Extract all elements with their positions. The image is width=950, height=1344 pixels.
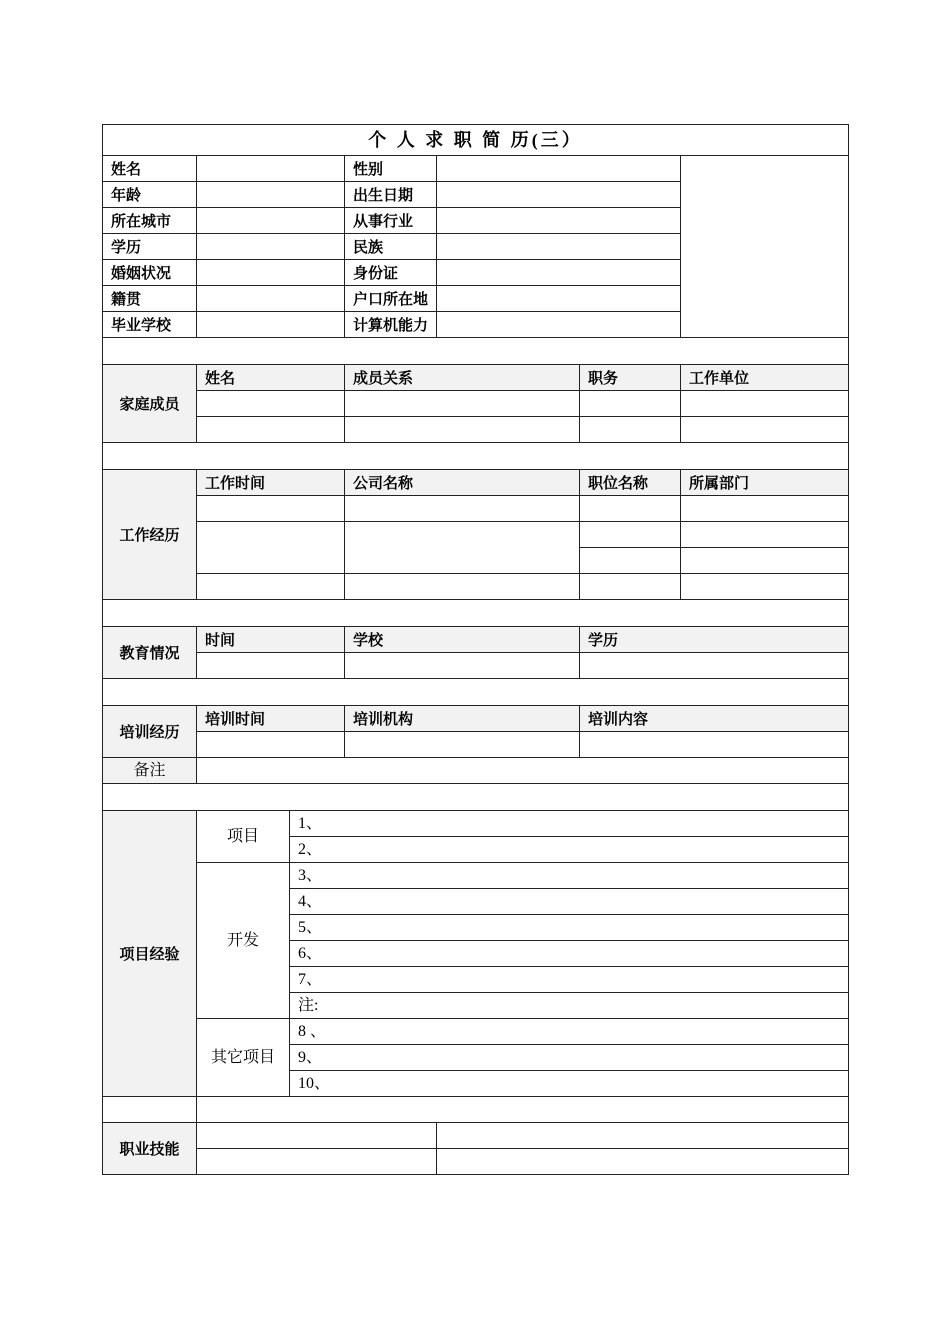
remark-field[interactable] [197, 758, 849, 784]
label-computer-skill: 计算机能力 [345, 312, 437, 338]
table-row [103, 417, 849, 443]
field-gender[interactable] [437, 156, 681, 182]
resume-table [102, 124, 849, 1175]
edu-cell[interactable] [197, 653, 345, 679]
field-industry[interactable] [437, 208, 681, 234]
field-birthdate[interactable] [437, 182, 681, 208]
page-title: 个 人 求 职 简 历(三） [103, 125, 849, 156]
project-item[interactable]: 7、 [290, 967, 849, 993]
family-cell[interactable] [345, 391, 580, 417]
label-age: 年龄 [103, 182, 197, 208]
label-id-card: 身份证 [345, 260, 437, 286]
label-degree: 学历 [103, 234, 197, 260]
work-cell[interactable] [345, 574, 580, 600]
section-skills: 职业技能 [103, 1123, 197, 1175]
family-header-employer: 工作单位 [681, 365, 849, 391]
spacer-row [103, 784, 849, 811]
spacer-row [103, 600, 849, 627]
field-native-place[interactable] [197, 286, 345, 312]
work-cell[interactable] [681, 548, 849, 574]
project-item[interactable]: 5、 [290, 915, 849, 941]
table-row [103, 496, 849, 522]
work-cell[interactable] [580, 548, 681, 574]
family-cell[interactable] [580, 391, 681, 417]
spacer-row [103, 338, 849, 365]
project-group-dev: 开发 [197, 863, 290, 1019]
family-cell[interactable] [681, 417, 849, 443]
work-cell[interactable] [681, 496, 849, 522]
project-item[interactable]: 4、 [290, 889, 849, 915]
family-cell[interactable] [580, 417, 681, 443]
work-cell[interactable] [681, 574, 849, 600]
label-gender: 性别 [345, 156, 437, 182]
label-marital: 婚姻状况 [103, 260, 197, 286]
field-degree[interactable] [197, 234, 345, 260]
skill-cell[interactable] [197, 1149, 437, 1175]
field-marital[interactable] [197, 260, 345, 286]
work-cell[interactable] [197, 522, 345, 574]
label-native-place: 籍贯 [103, 286, 197, 312]
field-city[interactable] [197, 208, 345, 234]
training-header-time: 培训时间 [197, 706, 345, 732]
work-cell[interactable] [681, 522, 849, 548]
table-row [103, 574, 849, 600]
label-name: 姓名 [103, 156, 197, 182]
work-cell[interactable] [580, 522, 681, 548]
field-school[interactable] [197, 312, 345, 338]
spacer-cell [103, 1097, 197, 1123]
section-family: 家庭成员 [103, 365, 197, 443]
label-industry: 从事行业 [345, 208, 437, 234]
family-cell[interactable] [681, 391, 849, 417]
training-cell[interactable] [197, 732, 345, 758]
training-cell[interactable] [580, 732, 849, 758]
label-ethnicity: 民族 [345, 234, 437, 260]
photo-box[interactable] [681, 156, 849, 338]
project-item[interactable]: 2、 [290, 837, 849, 863]
project-item[interactable]: 6、 [290, 941, 849, 967]
edu-header-time: 时间 [197, 627, 345, 653]
skill-cell[interactable] [437, 1149, 849, 1175]
project-item[interactable]: 8 、 [290, 1019, 849, 1045]
section-work: 工作经历 [103, 470, 197, 600]
field-name[interactable] [197, 156, 345, 182]
skill-cell[interactable] [197, 1123, 437, 1149]
work-header-time: 工作时间 [197, 470, 345, 496]
spacer-cell [197, 1097, 849, 1123]
spacer-row [103, 679, 849, 706]
table-row [103, 522, 849, 548]
work-cell[interactable] [580, 574, 681, 600]
edu-header-school: 学校 [345, 627, 580, 653]
edu-header-degree: 学历 [580, 627, 849, 653]
project-item[interactable]: 9、 [290, 1045, 849, 1071]
table-row [103, 653, 849, 679]
family-cell[interactable] [345, 417, 580, 443]
training-header-institution: 培训机构 [345, 706, 580, 732]
project-item[interactable]: 1、 [290, 811, 849, 837]
project-item[interactable]: 3、 [290, 863, 849, 889]
section-training: 培训经历 [103, 706, 197, 758]
family-header-position: 职务 [580, 365, 681, 391]
field-hukou[interactable] [437, 286, 681, 312]
training-header-content: 培训内容 [580, 706, 849, 732]
work-cell[interactable] [345, 522, 580, 574]
work-cell[interactable] [197, 574, 345, 600]
work-header-title: 职位名称 [580, 470, 681, 496]
work-cell[interactable] [580, 496, 681, 522]
section-projects: 项目经验 [103, 811, 197, 1097]
edu-cell[interactable] [580, 653, 849, 679]
spacer-row [103, 443, 849, 470]
section-education: 教育情况 [103, 627, 197, 679]
field-age[interactable] [197, 182, 345, 208]
field-computer-skill[interactable] [437, 312, 681, 338]
remark-label: 备注 [103, 758, 197, 784]
work-cell[interactable] [345, 496, 580, 522]
work-header-company: 公司名称 [345, 470, 580, 496]
project-note[interactable]: 注: [290, 993, 849, 1019]
label-hukou: 户口所在地 [345, 286, 437, 312]
project-group-project: 项目 [197, 811, 290, 863]
family-cell[interactable] [197, 391, 345, 417]
resume-form [102, 124, 848, 1175]
label-city: 所在城市 [103, 208, 197, 234]
label-school: 毕业学校 [103, 312, 197, 338]
label-birthdate: 出生日期 [345, 182, 437, 208]
work-header-department: 所属部门 [681, 470, 849, 496]
family-header-name: 姓名 [197, 365, 345, 391]
field-ethnicity[interactable] [437, 234, 681, 260]
work-cell[interactable] [197, 496, 345, 522]
edu-cell[interactable] [345, 653, 580, 679]
family-cell[interactable] [197, 417, 345, 443]
project-item[interactable]: 10、 [290, 1071, 849, 1097]
project-group-other: 其它项目 [197, 1019, 290, 1097]
family-header-relation: 成员关系 [345, 365, 580, 391]
skill-cell[interactable] [437, 1123, 849, 1149]
table-row [103, 391, 849, 417]
field-id-card[interactable] [437, 260, 681, 286]
table-row [103, 732, 849, 758]
training-cell[interactable] [345, 732, 580, 758]
